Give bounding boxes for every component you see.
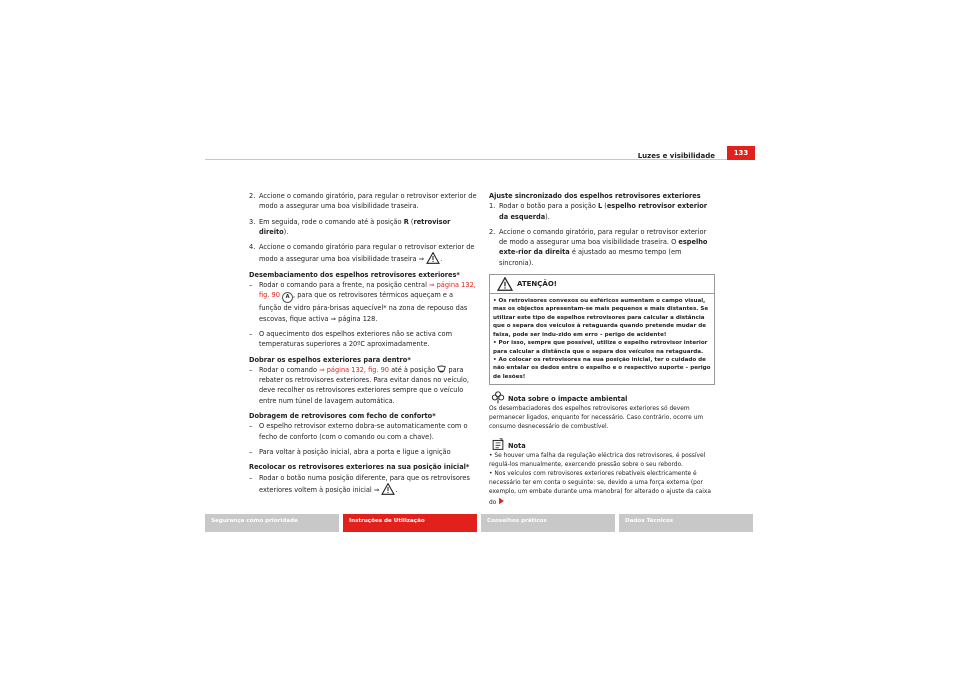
heading-desembaciamento: Desembaciamento dos espelhos retrovisores exteriores* <box>249 270 460 279</box>
recolocar-item-1: – Rodar o botão numa posição diferente, para que os retrovisores exteriores voltem à posição inicial ⇒ . <box>249 473 470 494</box>
footer-tab-instrucoes[interactable]: Instruções de Utilização <box>343 514 477 532</box>
environment-text: Os desembaciadores dos espelhos retrovisores exteriores só devem permanecer ligados, enquanto for necessário. Caso contrário, ocorre um consumo desnecessário de combustível. <box>489 406 704 431</box>
sync-step-2: 2. Accione o comando giratório, para regular o retrovisor exterior de modo a assegurar uma boa visibilidade traseira. O espelho exte-rior da direita é ajustado ao mesmo tempo (em sincronia). <box>489 227 708 267</box>
link-page-132-fig-90[interactable]: ⇒ página 132, fig. 90 <box>319 365 389 374</box>
dobragem-item-2: – Para voltar à posição inicial, abra a porta e ligue a ignição <box>249 447 451 456</box>
environment-header <box>489 391 715 405</box>
position-a-icon: A <box>282 292 293 303</box>
footer-tab-conselhos[interactable]: Conselhos práticos <box>481 514 615 532</box>
footer-tab-dados[interactable]: Dados Técnicos <box>619 514 753 532</box>
desembaciamento-item-1: – Rodar o comando para a frente, na posição central ⇒ página 132, fig. 90 A , para que os retrovisores térmicos aqueçam e a função de vidro pára-brisas aquecível* na zona de repouso das escovas, fique activa ⇒ página 128. <box>249 281 476 323</box>
warning-body <box>490 294 714 384</box>
heading-dobragem: Dobragem de retrovisores com fecho de conforto* <box>249 412 436 421</box>
warning-bullet: • Ao colocar os retrovisores na sua posição inicial, ter o cuidado de não entalar os dedos entre o espelho e o respectivo suporte – perigo de lesões! <box>493 356 711 380</box>
environment-title: Nota sobre o impacte ambiental <box>508 395 628 404</box>
heading-dobrar: Dobrar os espelhos exteriores para dentro* <box>249 355 411 364</box>
warning-bullet: • Por isso, sempre que possível, utilize o espelho retrovisor interior para calcular a distância que o separa dos veículos na retaguarda. <box>493 340 708 355</box>
environment-flower-icon <box>491 391 505 404</box>
step-4: 4. Accione o comando giratório para regular o retrovisor exterior de modo a assegurar uma boa visibilidade traseira ⇒ . <box>249 243 475 264</box>
footer-tab-seguranca[interactable]: Segurança como prioridade <box>205 514 339 532</box>
warning-triangle-icon <box>497 277 513 291</box>
warning-title: ATENÇÃO! <box>517 280 557 289</box>
page-header-title: Luzes e visibilidade <box>637 152 715 160</box>
dobrar-item-1: – Rodar o comando ⇒ página 132, fig. 90 até à posição para rebater os retrovisores exteriores. Para evitar danos no veículo, deve recolher os retrovisores exteriores sempre que o veículo entre num túnel de lavagem automática. <box>249 365 469 405</box>
note-title: Nota <box>508 442 526 451</box>
page-number: 133 <box>727 146 755 160</box>
continue-arrow-icon <box>498 497 505 505</box>
note-bullet: • Nos veículos com retrovisores exteriores rebatíveis electricamente é necessário ter em conta o seguinte: se, devido a uma força externa (por exemplo, um embate durante uma manobra) for alterado o ajuste da caixa do <box>489 471 711 507</box>
warning-box <box>489 274 715 385</box>
step-3: 3. Em seguida, rode o comando até à posição R (retrovisor direito). <box>249 217 451 236</box>
sync-step-1: 1. Rodar o botão para a posição L (espelho retrovisor exterior da esquerda). <box>489 202 708 221</box>
warning-triangle-icon <box>381 483 395 495</box>
mirror-fold-icon <box>437 365 446 373</box>
heading-recolocar: Recolocar os retrovisores exteriores na sua posição inicial* <box>249 463 470 472</box>
left-column <box>249 191 477 500</box>
desembaciamento-item-2: – O aquecimento dos espelhos exteriores não se activa com temperaturas superiores a 20ºC aproximadamente. <box>249 329 452 349</box>
warning-triangle-icon <box>426 252 440 264</box>
right-column <box>489 191 715 508</box>
warning-header <box>490 275 714 294</box>
dobragem-item-1: – O espelho retrovisor externo dobra-se automaticamente com o fecho de conforto (com o comando ou com a chave). <box>249 422 468 441</box>
link-page-132[interactable]: ⇒ página 132, fig. 90 <box>259 281 476 300</box>
note-icon <box>491 438 505 451</box>
note-header <box>489 438 715 452</box>
note-bullet: • Se houver uma falha da regulação eléctrica dos retrovisores, é possível regulá-los manualmente, exercendo pressão sobre o seu rebordo. <box>489 453 706 469</box>
heading-sync: Ajuste sincronizado dos espelhos retrovisores exteriores <box>489 192 701 200</box>
step-2: 2. Accione o comando giratório, para regular o retrovisor exterior de modo a assegurar uma boa visibilidade traseira. <box>249 192 477 211</box>
warning-bullet: • Os retrovisores convexos ou esféricos aumentam o campo visual, mas os objectos apresentam-se mais pequenos e mais distantes. Se utilizar este tipo de espelhos retrovisores para calcular a distância que o separa dos veículos à retaguarda quando pretende mudar de faixa, pode ser indu-zido em erro – perigo de acidente! <box>493 298 709 338</box>
